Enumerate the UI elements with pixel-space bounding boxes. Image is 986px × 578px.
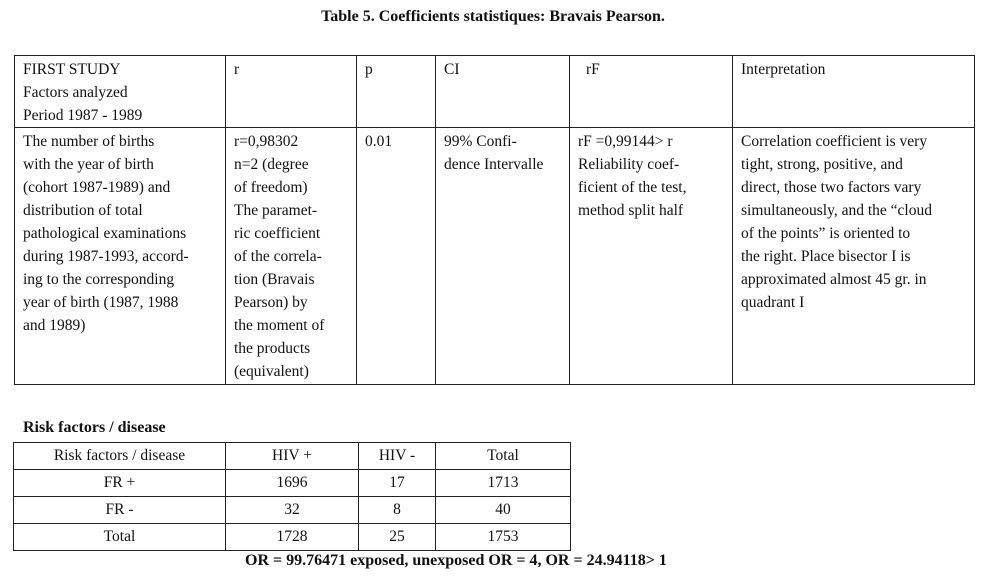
- cell-line: The number of births: [23, 133, 155, 150]
- cell-line: the products: [234, 340, 311, 357]
- cell-factors: [15, 128, 226, 385]
- cell-line: with the year of birth: [23, 156, 154, 173]
- header-line: Factors analyzed: [23, 84, 128, 101]
- cell-line: ing to the corresponding: [23, 271, 175, 288]
- header-interpretation: Interpretation: [733, 56, 975, 128]
- header-hiv-positive: HIV +: [226, 443, 359, 470]
- header-line: Period 1987 - 1989: [23, 107, 143, 124]
- cell-value: 1696: [226, 470, 359, 497]
- table-row: [14, 497, 571, 524]
- header-r: r: [226, 56, 357, 128]
- cell-line: ric coefficient: [234, 225, 321, 242]
- cell-line: the right. Place bisector I is: [741, 248, 911, 265]
- header-p: p: [357, 56, 436, 128]
- risk-factors-table: [13, 442, 571, 551]
- odds-ratio-note: OR = 99.76471 exposed, unexposed OR = 4, OR = 24.94118> 1: [245, 552, 667, 569]
- header-rf: rF: [570, 56, 733, 128]
- cell-value: 17: [359, 470, 436, 497]
- cell-line: dence Intervalle: [444, 156, 544, 173]
- cell-value: 40: [436, 497, 571, 524]
- cell-line: quadrant I: [741, 294, 805, 311]
- cell-line: of freedom): [234, 179, 308, 196]
- header-total: Total: [436, 443, 571, 470]
- header-hiv-negative: HIV -: [359, 443, 436, 470]
- cell-line: distribution of total: [23, 202, 143, 219]
- row-label: FR +: [14, 470, 226, 497]
- row-label: FR -: [14, 497, 226, 524]
- cell-rf: [570, 128, 733, 385]
- table-header-row: [15, 56, 975, 128]
- table-row: [15, 128, 975, 385]
- cell-value: 8: [359, 497, 436, 524]
- cell-line: pathological examinations: [23, 225, 187, 242]
- row-label: Total: [14, 524, 226, 551]
- cell-interpretation: [733, 128, 975, 385]
- cell-line: direct, those two factors vary: [741, 179, 922, 196]
- cell-r: [226, 128, 357, 385]
- cell-ci: [436, 128, 570, 385]
- cell-line: of the points” is oriented to: [741, 225, 911, 242]
- header-line: FIRST STUDY: [23, 61, 121, 78]
- cell-line: method split half: [578, 202, 684, 219]
- header-study: [15, 56, 226, 128]
- cell-line: r=0,98302: [234, 133, 299, 150]
- cell-line: during 1987-1993, accord-: [23, 248, 189, 265]
- header-ci: CI: [436, 56, 570, 128]
- cell-value: 32: [226, 497, 359, 524]
- cell-line: approximated almost 45 gr. in: [741, 271, 927, 288]
- cell-value: 1713: [436, 470, 571, 497]
- cell-value: 1728: [226, 524, 359, 551]
- cell-line: (cohort 1987-1989) and: [23, 179, 171, 196]
- cell-p: [357, 128, 436, 385]
- cell-line: and 1989): [23, 317, 86, 334]
- cell-line: ficient of the test,: [578, 179, 687, 196]
- table-row: [14, 524, 571, 551]
- cell-line: Reliability coef-: [578, 156, 680, 173]
- cell-line: 99% Confi-: [444, 133, 517, 150]
- header-risk-factors: Risk factors / disease: [14, 443, 226, 470]
- cell-line: The paramet-: [234, 202, 318, 219]
- coefficients-table: [14, 55, 975, 385]
- cell-line: year of birth (1987, 1988: [23, 294, 179, 311]
- cell-value: 1753: [436, 524, 571, 551]
- risk-factors-subtitle: Risk factors / disease: [23, 419, 166, 436]
- cell-line: Correlation coefficient is very: [741, 133, 928, 150]
- cell-value: 25: [359, 524, 436, 551]
- cell-line: the moment of: [234, 317, 325, 334]
- cell-line: simultaneously, and the “cloud: [741, 202, 932, 219]
- cell-line: (equivalent): [234, 363, 309, 380]
- cell-line: n=2 (degree: [234, 156, 309, 173]
- cell-line: of the correla-: [234, 248, 322, 265]
- cell-line: rF =0,99144> r: [578, 133, 673, 150]
- cell-line: tight, strong, positive, and: [741, 156, 903, 173]
- table-header-row: [14, 443, 571, 470]
- cell-line: Pearson) by: [234, 294, 308, 311]
- table-row: [14, 470, 571, 497]
- table-title: Table 5. Coefficients statistiques: Bravais Pearson.: [321, 8, 665, 25]
- cell-line: tion (Bravais: [234, 271, 315, 288]
- cell-line: 0.01: [365, 133, 393, 150]
